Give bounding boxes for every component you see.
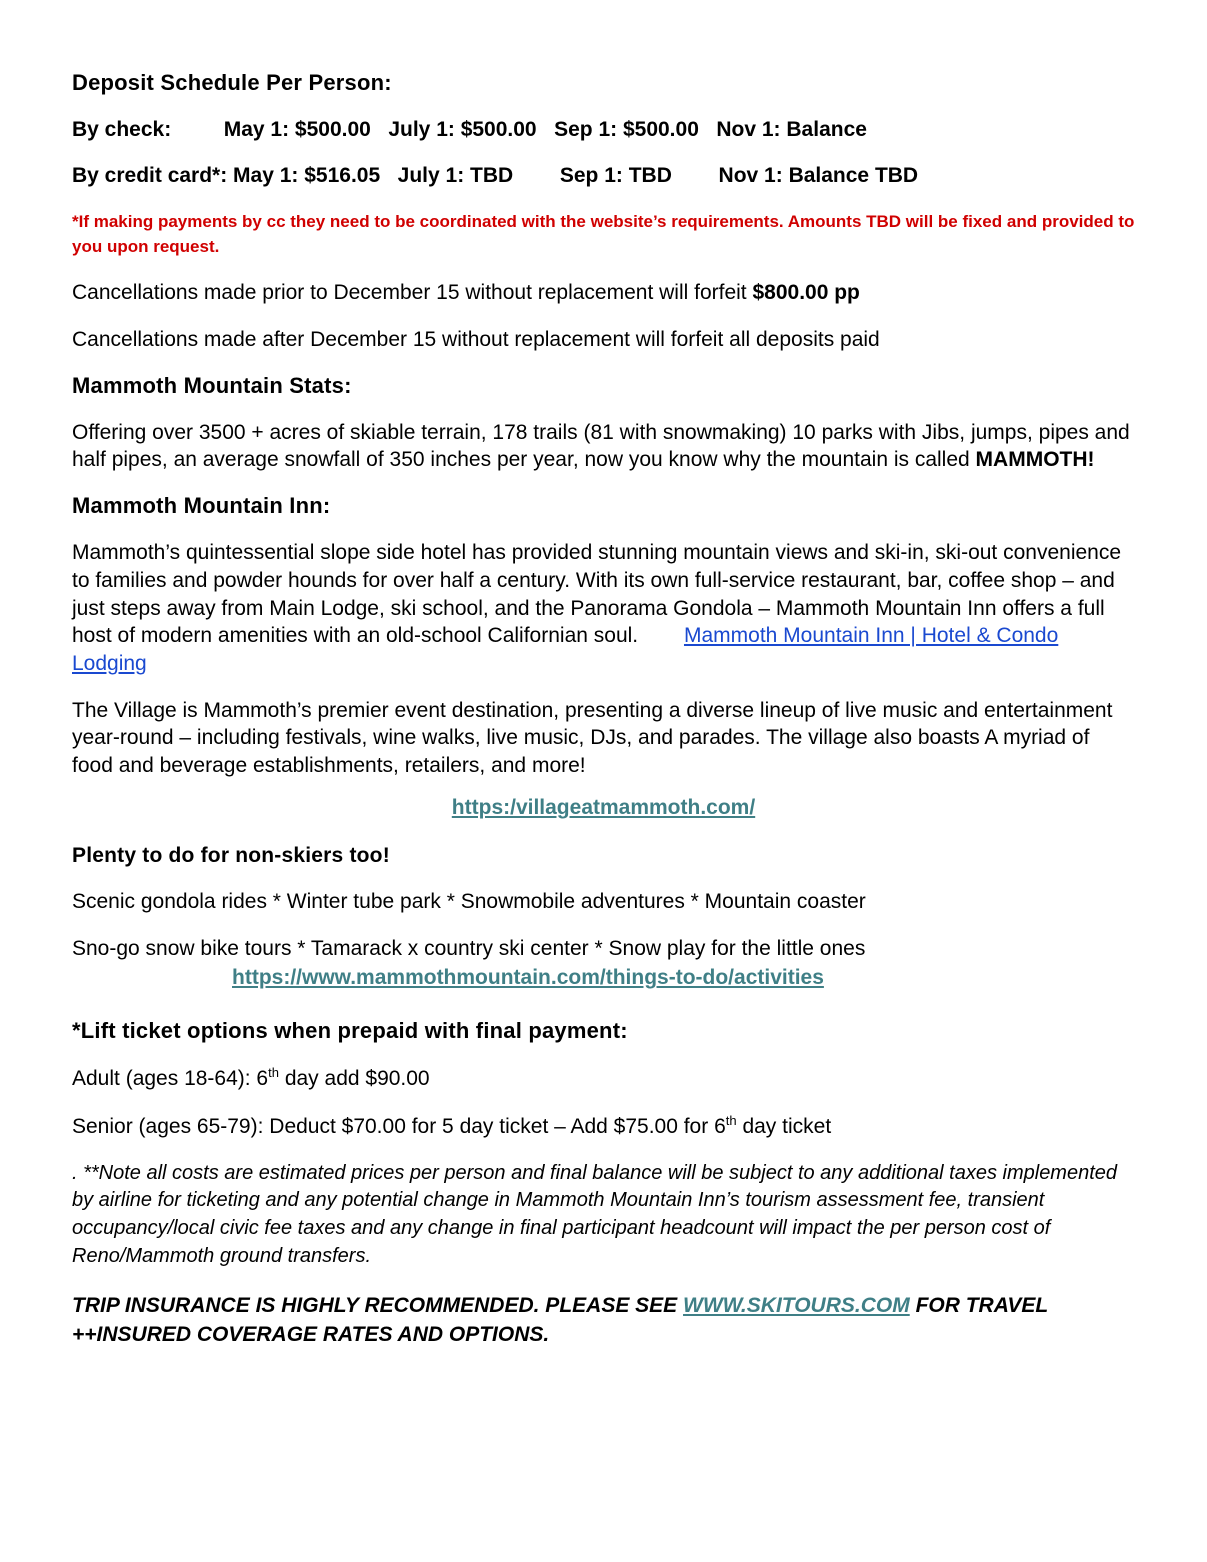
lift-ticket-heading: *Lift ticket options when prepaid with final payment: bbox=[72, 1018, 628, 1044]
lift-adult-line bbox=[72, 1064, 1135, 1093]
mammoth-inn-lodging-link[interactable]: Mammoth Mountain Inn | Hotel & Condo Lodging bbox=[72, 624, 1059, 676]
lift-senior-pre: Senior (ages 65-79): Deduct $70.00 for 5 day ticket – Add $75.00 for 6 bbox=[72, 1115, 726, 1139]
lift-senior-sup: th bbox=[725, 1113, 737, 1129]
mammoth-stats-text: Offering over 3500 + acres of skiable terrain, 178 trails (81 with snowmaking) 10 parks with Jibs, jumps, pipes and half pipes, an average snowfall of 350 inches per year, now you know why the mountain is called bbox=[72, 420, 1130, 472]
mammoth-inn-text: Mammoth’s quintessential slope side hotel has provided stunning mountain views and ski-in, ski-out convenience to families and powder hounds for over half a century. With its own full-service restaurant, bar, coffee shop – and just steps away from Main Lodge, ski school, and the Panorama Gondola – Mammoth Mountain Inn offers a full host of modern amenities with an old-school Californian soul. bbox=[72, 541, 1122, 648]
non-skiers-line-2: Sno-go snow bike tours * Tamarack x country ski center * Snow play for the little ones bbox=[72, 936, 866, 960]
deposit-by-check-line: By check: May 1: $500.00 July 1: $500.00 Sep 1: $500.00 Nov 1: Balance bbox=[72, 118, 867, 141]
mammoth-stats-paragraph bbox=[72, 419, 1135, 474]
village-paragraph: The Village is Mammoth’s premier event destination, presenting a diverse lineup of live music and entertainment year-round – including festivals, wine walks, live music, DJs, and parades. The village also boasts A myriad of food and beverage establishments, retailers, and more! bbox=[72, 698, 1113, 778]
mammoth-inn-paragraph bbox=[72, 539, 1135, 678]
trip-insurance-post: FOR TRAVEL ++INSURED COVERAGE RATES AND OPTIONS. bbox=[72, 1294, 1048, 1347]
lift-adult-pre: Adult (ages 18-64): 6 bbox=[72, 1067, 269, 1091]
deposit-schedule-heading: Deposit Schedule Per Person: bbox=[72, 70, 392, 95]
lift-adult-sup: th bbox=[268, 1065, 279, 1081]
lift-senior-post: day ticket bbox=[736, 1115, 832, 1139]
village-link-row bbox=[72, 796, 1135, 820]
lift-adult-post: day add $90.00 bbox=[278, 1067, 430, 1091]
skitours-link[interactable]: WWW.SKITOURS.COM bbox=[683, 1294, 910, 1318]
non-skiers-heading: Plenty to do for non-skiers too! bbox=[72, 843, 390, 867]
cancellation-before-text: Cancellations made prior to December 15 without replacement will forfeit bbox=[72, 281, 753, 305]
mammoth-stats-emphasis: MAMMOTH! bbox=[975, 448, 1095, 472]
lift-senior-line bbox=[72, 1112, 1135, 1141]
trip-insurance-pre: TRIP INSURANCE IS HIGHLY RECOMMENDED. PLEASE SEE bbox=[72, 1294, 684, 1318]
mammoth-inn-heading: Mammoth Mountain Inn: bbox=[72, 493, 331, 519]
credit-card-note: *If making payments by cc they need to be coordinated with the website’s requirements. Amounts TBD will be fixed and provided to you upon request. bbox=[72, 212, 1135, 256]
cancellation-before-line bbox=[72, 279, 1135, 307]
non-skiers-line-1: Scenic gondola rides * Winter tube park * Snowmobile adventures * Mountain coaster bbox=[72, 889, 866, 913]
activities-link[interactable]: https://www.mammothmountain.com/things-to-do/activities bbox=[232, 966, 824, 990]
cancellation-before-amount: $800.00 pp bbox=[752, 281, 860, 305]
mammoth-stats-heading: Mammoth Mountain Stats: bbox=[72, 372, 352, 398]
cost-disclaimer: . **Note all costs are estimated prices per person and final balance will be subject to any additional taxes implemented by airline for ticketing and any potential change in Mammoth Mountain Inn’s tourism assessment fee, transient occupancy/local civic fee taxes and any change in final participant headcount will impact the per person cost of Reno/Mammoth ground transfers. bbox=[72, 1161, 1118, 1267]
cancellation-after-line: Cancellations made after December 15 without replacement will forfeit all deposits paid bbox=[72, 328, 880, 351]
trip-insurance-block bbox=[72, 1292, 1135, 1350]
deposit-by-credit-card-line: By credit card*: May 1: $516.05 July 1: TBD Sep 1: TBD Nov 1: Balance TBD bbox=[72, 164, 919, 187]
village-website-link[interactable]: https:/villageatmammoth.com/ bbox=[451, 795, 756, 819]
activities-link-row bbox=[72, 966, 1135, 990]
